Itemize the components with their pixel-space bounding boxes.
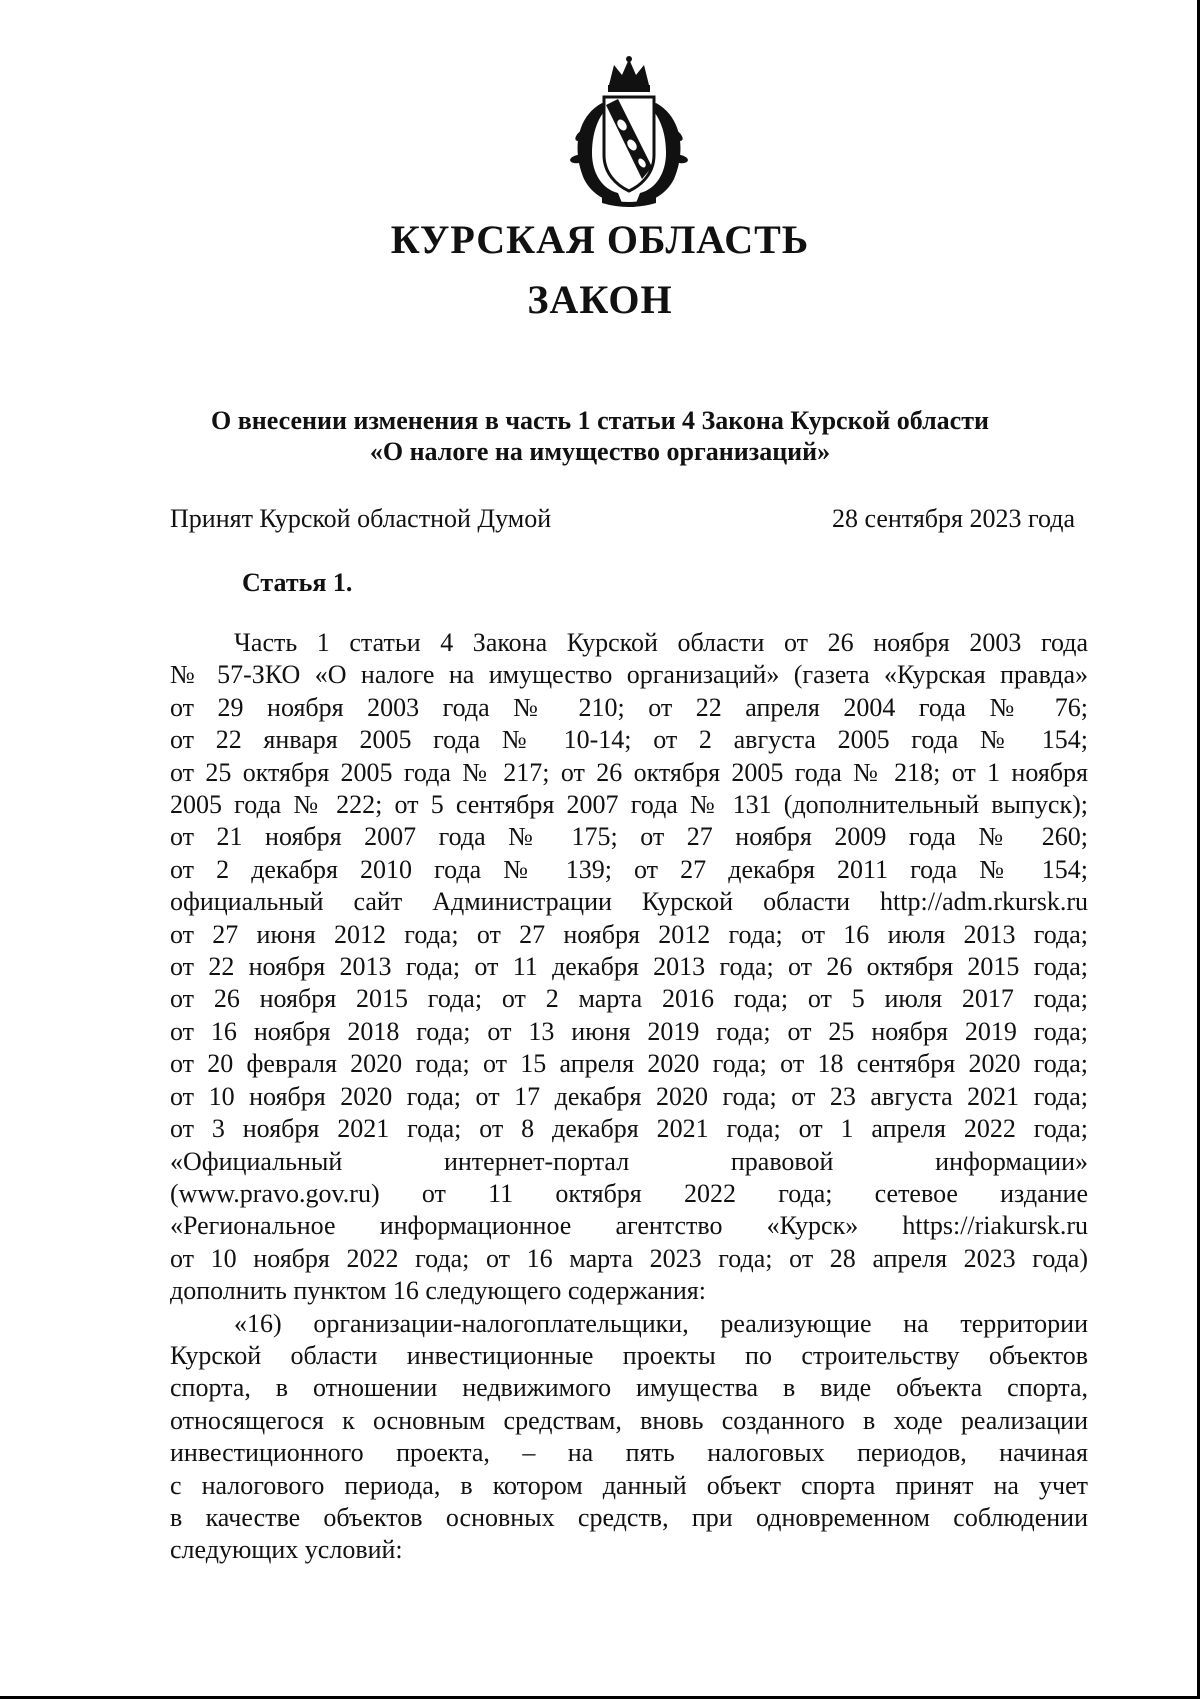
- body-line: от 21 ноября 2007 года № 175; от 27 ноября 2009 года № 260;: [170, 822, 1088, 852]
- body-line: (www.pravo.gov.ru) от 11 октября 2022 года; сетевое издание: [170, 1178, 1088, 1208]
- law-subject-line: «О налоге на имущество организаций»: [369, 437, 831, 466]
- body-line: от 27 июня 2012 года; от 27 ноября 2012 года; от 16 июля 2013 года;: [170, 919, 1088, 949]
- body-line: дополнить пунктом 16 следующего содержания:: [170, 1276, 706, 1306]
- adoption-row: [170, 503, 1075, 535]
- body-line: от 10 ноября 2020 года; от 17 декабря 2020 года; от 23 августа 2021 года;: [170, 1081, 1088, 1111]
- body-line: официальный сайт Администрации Курской области http://adm.rkursk.ru: [170, 887, 1088, 917]
- adoption-date: 28 сентября 2023 года: [831, 504, 1075, 533]
- body-line: от 26 ноября 2015 года; от 2 марта 2016 года; от 5 июля 2017 года;: [170, 984, 1088, 1014]
- body-line: № 57-ЗКО «О налоге на имущество организаций» (газета «Курская правда»: [170, 660, 1088, 690]
- body-line: «Официальный интернет-портал правовой информации»: [170, 1146, 1088, 1176]
- body-line: относящегося к основным средствам, вновь созданного в ходе реализации: [170, 1405, 1088, 1435]
- article-title: Статья 1.: [242, 568, 353, 597]
- body-line: спорта, в отношении недвижимого имущества в виде объекта спорта,: [170, 1373, 1088, 1403]
- body-line: от 10 ноября 2022 года; от 16 марта 2023 года; от 28 апреля 2023 года): [170, 1243, 1088, 1273]
- body-line: 2005 года № 222; от 5 сентября 2007 года № 131 (дополнительный выпуск);: [170, 790, 1088, 820]
- body-line: в качестве объектов основных средств, при одновременном соблюдении: [170, 1502, 1088, 1532]
- body-line: от 16 ноября 2018 года; от 13 июня 2019 года; от 25 ноября 2019 года;: [170, 1016, 1088, 1046]
- law-subject-line: О внесении изменения в часть 1 статьи 4 Закона Курской области: [211, 406, 989, 435]
- coat-of-arms-icon: [562, 55, 696, 207]
- body-line: от 25 октября 2005 года № 217; от 26 октября 2005 года № 218; от 1 ноября: [170, 757, 1088, 787]
- body-line: от 22 января 2005 года № 10-14; от 2 августа 2005 года № 154;: [170, 725, 1088, 755]
- body-line: следующих условий:: [170, 1535, 403, 1565]
- article-body: [170, 627, 1088, 1567]
- adopted-by: Принят Курской областной Думой: [170, 504, 552, 533]
- body-line: от 20 февраля 2020 года; от 15 апреля 2020 года; от 18 сентября 2020 года;: [170, 1049, 1088, 1079]
- body-line: от 22 ноября 2013 года; от 11 декабря 2013 года; от 26 октября 2015 года;: [170, 952, 1088, 982]
- body-line: инвестиционного проекта, – на пять налоговых периодов, начиная: [170, 1438, 1088, 1468]
- body-line: от 3 ноября 2021 года; от 8 декабря 2021 года; от 1 апреля 2022 года;: [170, 1114, 1088, 1144]
- document-type-heading: ЗАКОН: [527, 277, 673, 322]
- body-line: «Региональное информационное агентство «Курск» https://riakursk.ru: [170, 1211, 1088, 1241]
- body-line: «16) организации-налогоплательщики, реализующие на территории: [234, 1308, 1088, 1338]
- body-line: от 29 ноября 2003 года № 210; от 22 апреля 2004 года № 76;: [170, 692, 1088, 722]
- body-line: от 2 декабря 2010 года № 139; от 27 декабря 2011 года № 154;: [170, 854, 1088, 884]
- body-line: с налогового периода, в котором данный объект спорта принят на учет: [170, 1470, 1088, 1500]
- body-line: Часть 1 статьи 4 Закона Курской области от 26 ноября 2003 года: [234, 628, 1088, 657]
- law-subject: [150, 405, 1050, 467]
- body-line: Курской области инвестиционные проекты по строительству объектов: [170, 1340, 1088, 1370]
- region-heading: КУРСКАЯ ОБЛАСТЬ: [390, 217, 810, 262]
